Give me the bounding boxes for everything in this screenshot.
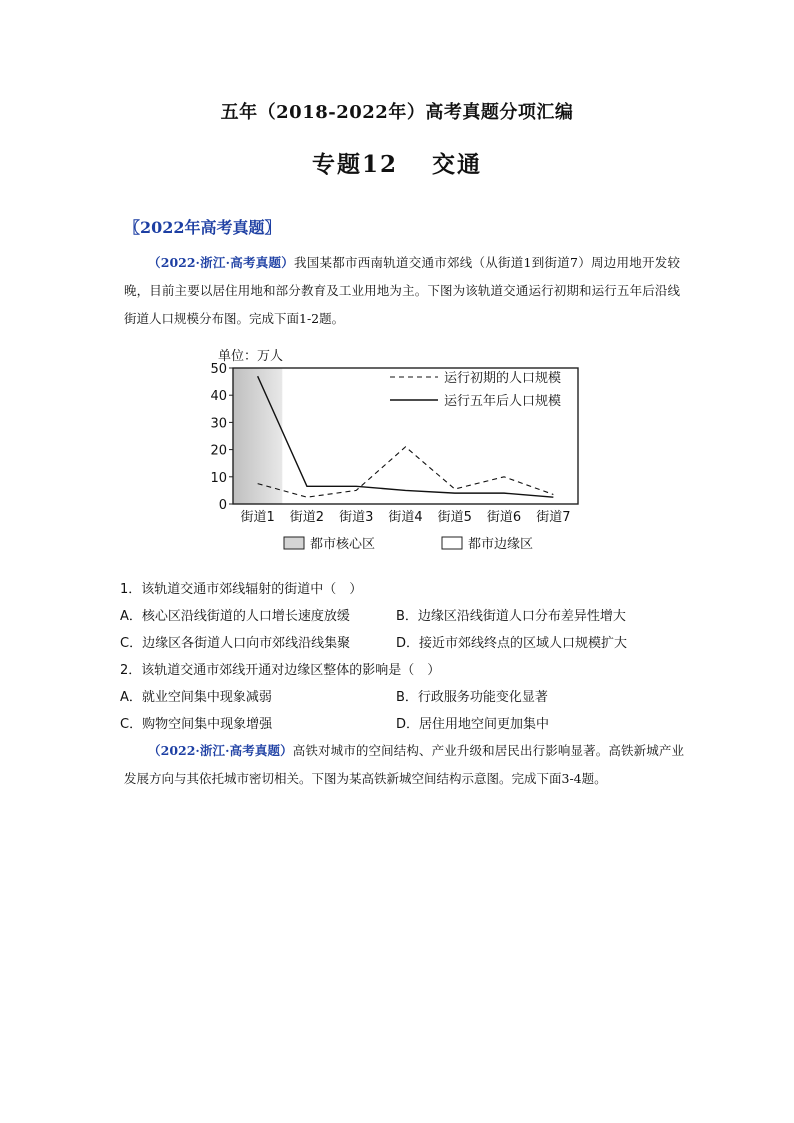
x-tick-label: 街道3: [339, 510, 374, 525]
unit-label: 单位：万人: [218, 349, 284, 364]
population-chart: [210, 343, 590, 558]
question-2-option-d[interactable]: D．居住用地空间更加集中: [396, 717, 550, 732]
series-line-1: [258, 447, 554, 497]
passage-1-text: 我国某都市西南轨道交通市郊线（从街道1到街道7）周边用地开发较晚，目前主要以居住用地和部分教育及工业用地为主。下图为该轨道交通运行初期和运行五年后沿线街道人口规模分布图。完成下面1-2题。: [124, 255, 680, 326]
document-title: 五年（2018-2022年）高考真题分项汇编: [220, 102, 574, 123]
x-tick-label: 街道1: [240, 510, 275, 525]
legend-label-2: 运行五年后人口规模: [444, 394, 562, 409]
x-tick-label: 街道6: [486, 510, 522, 525]
question-1-option-a[interactable]: A．核心区沿线街道的人口增长速度放缓: [120, 609, 350, 624]
question-1-stem: 1．该轨道交通市郊线辐射的街道中（ ）: [120, 582, 363, 597]
passage-2-source: （2022·浙江·高考真题）: [148, 743, 293, 758]
passage-1-source: （2022·浙江·高考真题）: [148, 255, 295, 270]
x-tick-label: 街道2: [289, 510, 325, 525]
topic-title: [0, 146, 794, 179]
y-tick-label: 0: [218, 498, 227, 513]
zone-legend-label-1: 都市核心区: [310, 537, 376, 552]
question-2-option-b[interactable]: B．行政服务功能变化显著: [396, 690, 548, 705]
x-tick-label: 街道5: [437, 510, 472, 525]
legend-label-1: 运行初期的人口规模: [444, 371, 562, 386]
x-tick-label: 街道4: [388, 510, 423, 525]
y-tick-label: 10: [210, 470, 227, 486]
section-heading: 〖2022年高考真题〗: [124, 218, 281, 237]
y-tick-label: 30: [210, 416, 227, 432]
core-zone-shading: [233, 368, 282, 504]
zone-legend-swatch-1: [284, 537, 304, 549]
question-2-stem: 2．该轨道交通市郊线开通对边缘区整体的影响是（ ）: [120, 663, 441, 678]
y-tick-label: 40: [210, 389, 227, 405]
population-chart-svg: [210, 343, 590, 558]
passage-2: [124, 737, 684, 793]
question-2-option-c[interactable]: C．购物空间集中现象增强: [120, 717, 273, 732]
question-2-option-a[interactable]: A．就业空间集中现象减弱: [120, 690, 272, 705]
zone-legend-swatch-2: [442, 537, 462, 549]
topic-prefix: 专题12: [311, 151, 398, 178]
zone-legend-label-2: 都市边缘区: [468, 537, 534, 552]
topic-name: 交通: [432, 151, 482, 178]
question-1-option-d[interactable]: D．接近市郊线终点的区域人口规模扩大: [396, 636, 628, 651]
question-1-option-b[interactable]: B．边缘区沿线街道人口分布差异性增大: [396, 609, 626, 624]
question-1-option-c[interactable]: C．边缘区各街道人口向市郊线沿线集聚: [120, 636, 351, 651]
passage-1: [124, 249, 680, 333]
y-tick-label: 50: [210, 362, 227, 377]
x-tick-label: 街道7: [536, 510, 571, 525]
y-tick-label: 20: [210, 443, 227, 459]
passage-2-text: 高铁对城市的空间结构、产业升级和居民出行影响显著。高铁新城产业发展方向与其依托城市密切相关。下图为某高铁新城空间结构示意图。完成下面3-4题。: [124, 743, 684, 786]
